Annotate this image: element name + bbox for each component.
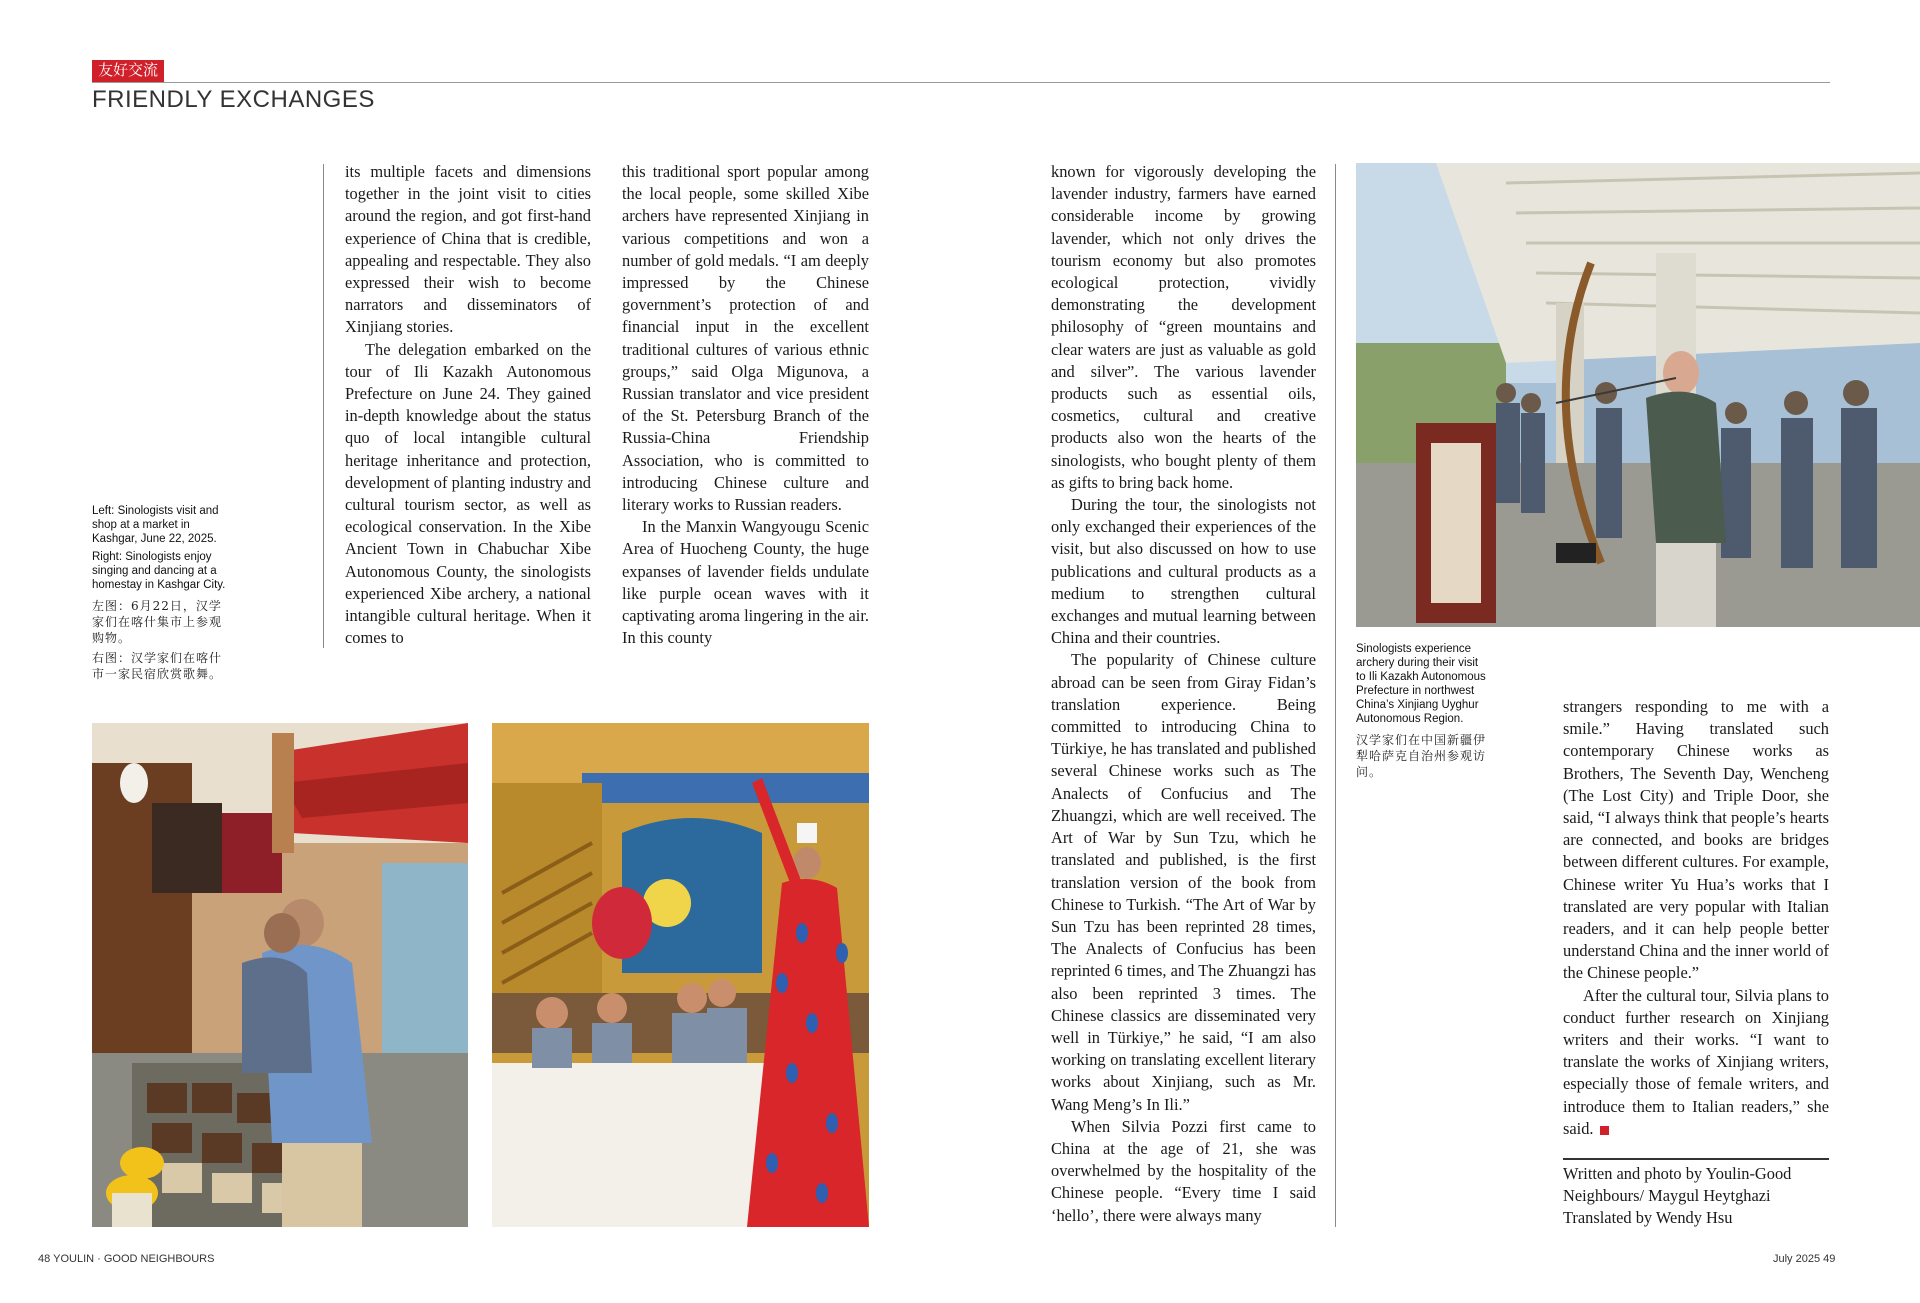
caption-left-cn2: 右图：汉学家们在喀什市一家民宿欣赏歌舞。 (92, 651, 223, 681)
column-divider (1335, 164, 1336, 1227)
page-number-left: 48 (38, 1253, 51, 1265)
caption-left-cn1: 左图：6月22日，汉学家们在喀什集市上参观购物。 (92, 599, 223, 645)
paragraph: known for vigorously developing the lavender industry, farmers have earned considerable income by growing lavender, which not only drives the tourism economy but also promotes ecological protection, vividly demonstrating the development philosophy of “green mountains and clear waters are just as valuable as gold and silver”. The various lavender products such as essential oils, cosmetics, cultural and creative products also won the hearts of the sinologists, who bought plenty of them as gifts to bring back home. (1051, 162, 1316, 492)
footer-left (38, 1253, 214, 1265)
paragraph: its multiple facets and dimensions together in the joint visit to cities around the region, and got first-hand experience of China that is credible, appealing and respectable. They also expressed their wish to become narrators and disseminators of Xinjiang stories. (345, 162, 591, 337)
caption-right-cn: 汉学家们在中国新疆伊犁哈萨克自治州参观访问。 (1356, 733, 1487, 779)
market-photo-illustration (92, 723, 468, 1227)
article-column-3 (1051, 161, 1316, 1227)
photo-dance (492, 723, 869, 1227)
end-mark-icon (1600, 1126, 1609, 1135)
caption-right (1356, 642, 1486, 780)
credit-translator: Translated by Wendy Hsu (1563, 1208, 1733, 1227)
archery-photo-illustration (1356, 163, 1920, 627)
caption-left-line1: Left: Sinologists visit and shop at a market in Kashgar, June 22, 2025. (92, 505, 219, 545)
paragraph: The popularity of Chinese culture abroad can be seen from Giray Fidan’s translation experience. Being committed to introducing China to Türkiye, he has translated and published several Chinese works such as The Analects of Confucius and The Zhuangzi, which are well received. The Art of War by Sun Tzu, which he translated and published, is the first translation version of the book from Chinese to Turkish. “The Art of War by Sun Tzu has been reprinted 28 times, The Analects of Confucius has been reprinted 6 times, and The Zhuangzi has also been reprinted 3 times. The Chinese classics are disseminated very well in Türkiye,” he said, “I am also working on translating excellent literary works about Xinjiang, such as Mr. Wang Meng’s In Ili.” (1051, 650, 1316, 1114)
paragraph (1563, 985, 1829, 1140)
issue-date: July 2025 (1773, 1253, 1821, 1265)
credit-author: Written and photo by Youlin-Good Neighbours/ Maygul Heytghazi (1563, 1164, 1792, 1205)
article-column-2 (622, 161, 869, 649)
caption-right-en: Sinologists experience archery during their visit to Ili Kazakh Autonomous Prefecture in northwest China’s Xinjiang Uyghur Autonomous Region. (1356, 643, 1486, 725)
paragraph-text: After the cultural tour, Silvia plans to conduct further research on Xinjiang writers and their works. “I want to translate the works of Xinjiang writers, especially those of female writers, and introduce them to Italian readers,” she said. (1563, 985, 1829, 1138)
article-column-4 (1563, 696, 1829, 1140)
column-divider (323, 164, 324, 648)
paragraph: The delegation embarked on the tour of Ili Kazakh Autonomous Prefecture on June 24. They gained in-depth knowledge about the status quo of local intangible cultural heritage inheritance and protection, development of planting industry and cultural tourism sector, as well as ecological conservation. In the Xibe Ancient Town in Chabuchar Xibe Autonomous County, the sinologists experienced Xibe archery, a national intangible cultural heritage. When it comes to (345, 339, 591, 648)
credit-rule (1563, 1158, 1829, 1160)
caption-left-line2: Right: Sinologists enjoy singing and dancing at a homestay in Kashgar City. (92, 551, 226, 591)
paragraph: strangers responding to me with a smile.” Having translated such contemporary Chinese works as Brothers, The Seventh Day, Wencheng (The Lost City) and Triple Door, she said, “I always think that people’s hearts are connected, and books are bridges between different cultures. For example, Chinese writer Yu Hua’s works that I translated are very popular with Italian readers, and it can help people better understand China and the inner world of the Chinese people.” (1563, 697, 1829, 983)
section-tag: 友好交流 (92, 60, 164, 82)
section-title: FRIENDLY EXCHANGES (92, 86, 375, 113)
footer-right (1773, 1253, 1835, 1265)
paragraph: During the tour, the sinologists not only exchanged their experiences of the visit, but also discussed on how to use publications and cultural products as a medium to strengthen cultural exchanges and mutual learning between China and their countries. (1051, 495, 1316, 648)
page-number-right: 49 (1823, 1253, 1836, 1265)
photo-market (92, 723, 468, 1227)
dance-photo-illustration (492, 723, 869, 1227)
paragraph: this traditional sport popular among the local people, some skilled Xibe archers have represented Xinjiang in various competitions and won a number of gold medals. “I am deeply impressed by the Chinese government’s protection of and financial input in the excellent traditional cultures of various ethnic groups,” said Olga Migunova, a Russian translator and vice president of the St. Petersburg Branch of the Russia-China Friendship Association, who is committed to introducing Chinese culture and literary works to Russian readers. (622, 162, 869, 515)
photo-archery (1356, 163, 1920, 627)
paragraph: In the Manxin Wangyougu Scenic Area of Huocheng County, the huge expanses of lavender fields undulate like purple ocean waves with it captivating aroma lingering in the air. In this county (622, 517, 869, 648)
paragraph: When Silvia Pozzi first came to China at the age of 21, she was overwhelmed by the hospitality of the Chinese people. “Every time I said ‘hello’, there were always many (1051, 1116, 1316, 1225)
article-column-1 (345, 161, 591, 649)
caption-left (92, 504, 232, 682)
publication-name: YOULIN · GOOD NEIGHBOURS (53, 1253, 215, 1265)
credits (1563, 1163, 1829, 1229)
header-rule (92, 82, 1830, 83)
